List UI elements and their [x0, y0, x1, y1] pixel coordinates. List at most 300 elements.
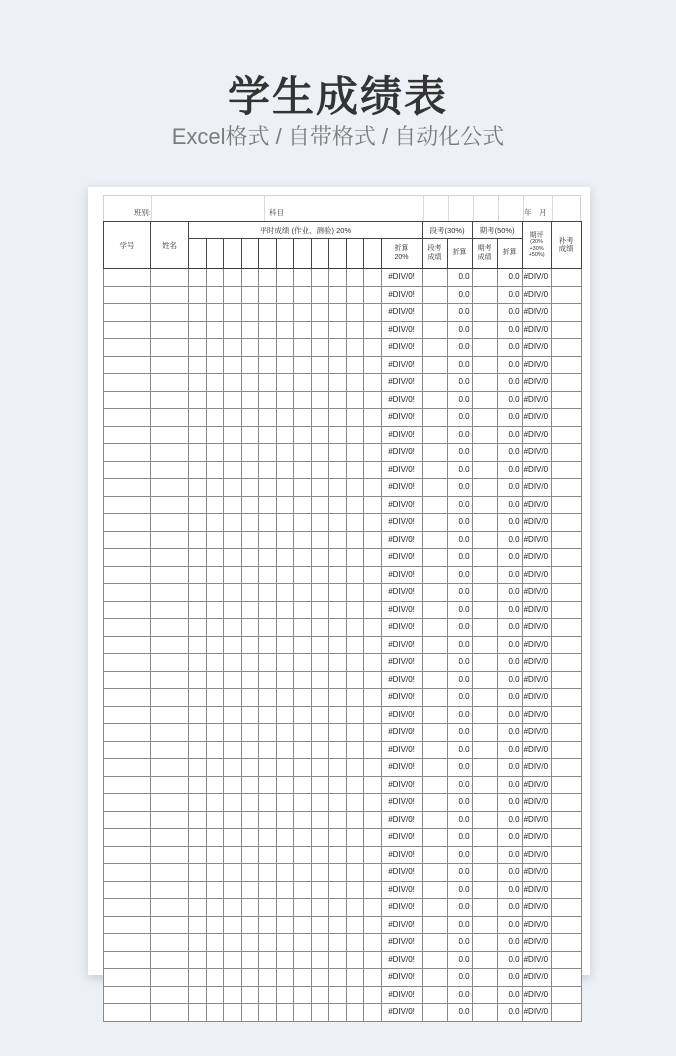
- mid-score-cell: [422, 356, 447, 374]
- term-eval-cell: #DIV/0: [522, 776, 551, 794]
- student-id-cell: [104, 776, 151, 794]
- score-cell: [346, 584, 364, 602]
- score-cell: [346, 619, 364, 637]
- score-cell: [206, 496, 224, 514]
- score-cell: [346, 601, 364, 619]
- name-cell: [151, 531, 189, 549]
- score-cell: [346, 741, 364, 759]
- term-eval-cell: #DIV/0: [522, 304, 551, 322]
- student-id-cell: [104, 356, 151, 374]
- score-cell: [259, 776, 277, 794]
- term-eval-cell: #DIV/0: [522, 549, 551, 567]
- score-cell: [294, 654, 312, 672]
- mid-score-cell: [422, 916, 447, 934]
- score-cell: [294, 479, 312, 497]
- mid-score-cell: [422, 864, 447, 882]
- mid-discount-cell: 0.0: [447, 934, 472, 952]
- score-cell: [224, 584, 242, 602]
- score-cell: [206, 601, 224, 619]
- student-id-cell: [104, 304, 151, 322]
- score-cell: [241, 811, 259, 829]
- grade-row: [104, 479, 582, 497]
- term-eval-title: 期评: [529, 231, 544, 239]
- mid-discount-cell: 0.0: [447, 1004, 472, 1022]
- mid-score-cell: [422, 689, 447, 707]
- mid-score-cell: [422, 269, 447, 287]
- score-cell: [224, 846, 242, 864]
- toprow-gridline: [498, 196, 499, 221]
- discount20-cell: #DIV/0!: [381, 724, 422, 742]
- score-cell: [294, 549, 312, 567]
- score-cell: [206, 531, 224, 549]
- term-eval-note: (20%: [530, 239, 544, 246]
- score-cell: [364, 514, 382, 532]
- name-cell: [151, 794, 189, 812]
- score-cell: [346, 409, 364, 427]
- final-discount-cell: 0.0: [497, 549, 522, 567]
- score-cell: [311, 654, 329, 672]
- grade-row: [104, 724, 582, 742]
- score-cell: [189, 934, 207, 952]
- score-cell: [329, 339, 347, 357]
- name-cell: [151, 934, 189, 952]
- score-cell: [276, 881, 294, 899]
- score-cell: [364, 671, 382, 689]
- score-cell: [294, 531, 312, 549]
- final-score-cell: [472, 969, 497, 987]
- score-cell: [276, 671, 294, 689]
- score-cell: [329, 899, 347, 917]
- score-cell: [311, 794, 329, 812]
- sheet-top-row: [103, 195, 581, 221]
- page-subtitle: Excel格式 / 自带格式 / 自动化公式: [171, 124, 505, 149]
- makeup-cell: [551, 531, 581, 549]
- score-cell: [294, 689, 312, 707]
- score-cell: [329, 864, 347, 882]
- score-cell: [224, 654, 242, 672]
- score-cell: [206, 321, 224, 339]
- score-cell: [189, 479, 207, 497]
- mid-score-cell: [422, 286, 447, 304]
- score-cell: [364, 846, 382, 864]
- grade-row: [104, 426, 582, 444]
- student-id-cell: [104, 584, 151, 602]
- grade-row: [104, 689, 582, 707]
- score-cell: [311, 461, 329, 479]
- final-discount-cell: 0.0: [497, 304, 522, 322]
- score-cell: [241, 426, 259, 444]
- discount20-cell: #DIV/0!: [381, 759, 422, 777]
- discount20-cell: #DIV/0!: [381, 689, 422, 707]
- mid-discount-cell: 0.0: [447, 776, 472, 794]
- mid-score-cell: [422, 654, 447, 672]
- discount20-cell: #DIV/0!: [381, 496, 422, 514]
- mid-discount-cell: 0.0: [447, 986, 472, 1004]
- makeup-cell: [551, 706, 581, 724]
- term-eval-cell: #DIV/0: [522, 584, 551, 602]
- name-cell: [151, 269, 189, 287]
- final-score-cell: [472, 689, 497, 707]
- makeup-cell: [551, 1004, 581, 1022]
- term-eval-cell: #DIV/0: [522, 356, 551, 374]
- score-cell: [224, 636, 242, 654]
- mid-discount-cell: 0.0: [447, 601, 472, 619]
- score-cell: [294, 986, 312, 1004]
- score-cell: [206, 374, 224, 392]
- score-cell: [206, 671, 224, 689]
- term-eval-cell: #DIV/0: [522, 619, 551, 637]
- score-cell: [241, 479, 259, 497]
- score-cell: [259, 724, 277, 742]
- student-id-cell: [104, 881, 151, 899]
- score-cell: [189, 986, 207, 1004]
- name-cell: [151, 356, 189, 374]
- discount20-cell: #DIV/0!: [381, 776, 422, 794]
- final-discount-cell: 0.0: [497, 269, 522, 287]
- student-id-cell: [104, 951, 151, 969]
- score-cell: [241, 794, 259, 812]
- score-cell: [346, 951, 364, 969]
- mid-score-cell: [422, 934, 447, 952]
- discount20-cell: #DIV/0!: [381, 461, 422, 479]
- score-subcolumn: [329, 239, 347, 269]
- makeup-cell: [551, 479, 581, 497]
- score-cell: [294, 706, 312, 724]
- score-cell: [276, 794, 294, 812]
- score-subcolumn: [224, 239, 242, 269]
- score-cell: [224, 829, 242, 847]
- makeup-cell: [551, 759, 581, 777]
- score-cell: [189, 794, 207, 812]
- score-cell: [346, 356, 364, 374]
- score-cell: [311, 584, 329, 602]
- term-eval-cell: #DIV/0: [522, 811, 551, 829]
- score-cell: [259, 444, 277, 462]
- score-cell: [224, 409, 242, 427]
- name-cell: [151, 706, 189, 724]
- score-cell: [224, 619, 242, 637]
- final-discount-cell: 0.0: [497, 706, 522, 724]
- makeup-cell: [551, 654, 581, 672]
- discount20-cell: #DIV/0!: [381, 986, 422, 1004]
- score-cell: [346, 549, 364, 567]
- makeup-cell: [551, 496, 581, 514]
- term-eval-cell: #DIV/0: [522, 671, 551, 689]
- score-cell: [206, 636, 224, 654]
- grade-row: [104, 636, 582, 654]
- term-eval-cell: #DIV/0: [522, 514, 551, 532]
- page-title: 学生成绩表: [227, 73, 448, 120]
- mid-score-cell: [422, 444, 447, 462]
- discount20-cell: #DIV/0!: [381, 741, 422, 759]
- score-cell: [329, 549, 347, 567]
- score-cell: [276, 899, 294, 917]
- score-cell: [364, 934, 382, 952]
- subject-label: 科目: [269, 208, 284, 217]
- term-eval-cell: #DIV/0: [522, 409, 551, 427]
- score-cell: [364, 619, 382, 637]
- score-cell: [311, 409, 329, 427]
- term-eval-cell: #DIV/0: [522, 374, 551, 392]
- name-cell: [151, 811, 189, 829]
- term-eval-cell: #DIV/0: [522, 566, 551, 584]
- term-eval-cell: #DIV/0: [522, 899, 551, 917]
- final-discount-cell: 0.0: [497, 934, 522, 952]
- score-cell: [206, 304, 224, 322]
- score-cell: [311, 951, 329, 969]
- grade-row: [104, 916, 582, 934]
- grade-row: [104, 934, 582, 952]
- final-score-cell: [472, 934, 497, 952]
- mid-score-cell: [422, 619, 447, 637]
- score-cell: [329, 461, 347, 479]
- score-cell: [329, 829, 347, 847]
- score-cell: [189, 304, 207, 322]
- score-cell: [206, 426, 224, 444]
- name-cell: [151, 479, 189, 497]
- score-cell: [364, 321, 382, 339]
- score-cell: [276, 1004, 294, 1022]
- discount20-cell: #DIV/0!: [381, 899, 422, 917]
- score-cell: [241, 566, 259, 584]
- score-cell: [259, 356, 277, 374]
- score-cell: [311, 374, 329, 392]
- score-cell: [276, 654, 294, 672]
- score-cell: [206, 514, 224, 532]
- discount20-cell: #DIV/0!: [381, 916, 422, 934]
- student-id-cell: [104, 444, 151, 462]
- grade-row: [104, 741, 582, 759]
- discount20-cell: #DIV/0!: [381, 356, 422, 374]
- score-cell: [259, 426, 277, 444]
- score-subcolumn: [276, 239, 294, 269]
- mid-score-cell: [422, 899, 447, 917]
- score-cell: [189, 584, 207, 602]
- mid-score-cell: [422, 759, 447, 777]
- score-cell: [224, 391, 242, 409]
- score-cell: [346, 444, 364, 462]
- score-cell: [294, 374, 312, 392]
- score-cell: [224, 724, 242, 742]
- student-id-cell: [104, 724, 151, 742]
- name-cell: [151, 916, 189, 934]
- score-cell: [189, 846, 207, 864]
- grade-row: [104, 391, 582, 409]
- score-cell: [364, 286, 382, 304]
- score-cell: [224, 549, 242, 567]
- name-cell: [151, 426, 189, 444]
- name-cell: [151, 671, 189, 689]
- makeup-cell: [551, 986, 581, 1004]
- grade-row: [104, 829, 582, 847]
- mid-discount-cell: 0.0: [447, 321, 472, 339]
- score-cell: [224, 339, 242, 357]
- final-score-cell: [472, 671, 497, 689]
- score-cell: [294, 391, 312, 409]
- score-cell: [206, 741, 224, 759]
- final-discount-cell: 0.0: [497, 601, 522, 619]
- discount20-cell: #DIV/0!: [381, 706, 422, 724]
- mid-discount-cell: 0.0: [447, 531, 472, 549]
- score-cell: [364, 304, 382, 322]
- mid-score-cell: [422, 461, 447, 479]
- name-cell: [151, 864, 189, 882]
- score-cell: [206, 951, 224, 969]
- mid-discount-cell: 0.0: [447, 794, 472, 812]
- score-cell: [241, 356, 259, 374]
- mid-discount-cell: 0.0: [447, 269, 472, 287]
- term-eval-cell: #DIV/0: [522, 829, 551, 847]
- final-discount-cell: 0.0: [497, 794, 522, 812]
- score-cell: [276, 759, 294, 777]
- score-cell: [346, 566, 364, 584]
- student-id-cell: [104, 549, 151, 567]
- mid-discount-cell: 0.0: [447, 374, 472, 392]
- name-cell: [151, 339, 189, 357]
- col-header-final-score: [472, 239, 497, 269]
- final-score-cell: [472, 741, 497, 759]
- grade-row: [104, 531, 582, 549]
- grade-row: [104, 461, 582, 479]
- grade-row: [104, 269, 582, 287]
- score-cell: [189, 426, 207, 444]
- score-cell: [364, 741, 382, 759]
- score-cell: [224, 304, 242, 322]
- score-cell: [346, 339, 364, 357]
- col-group-usual-scores: 平时成绩 (作业、测验) 20%: [189, 222, 423, 239]
- makeup-cell: [551, 461, 581, 479]
- score-cell: [206, 881, 224, 899]
- discount20-cell: #DIV/0!: [381, 391, 422, 409]
- mid-discount-cell: 0.0: [447, 339, 472, 357]
- score-cell: [241, 374, 259, 392]
- term-eval-cell: #DIV/0: [522, 969, 551, 987]
- score-cell: [189, 531, 207, 549]
- score-cell: [189, 741, 207, 759]
- mid-score-cell: [422, 549, 447, 567]
- score-cell: [224, 286, 242, 304]
- score-cell: [364, 269, 382, 287]
- makeup-label-line1: 补考: [558, 235, 574, 245]
- final-score-cell: [472, 269, 497, 287]
- final-discount-cell: 0.0: [497, 566, 522, 584]
- score-cell: [346, 479, 364, 497]
- makeup-cell: [551, 426, 581, 444]
- name-cell: [151, 829, 189, 847]
- spreadsheet-page: [88, 187, 590, 1016]
- score-cell: [259, 829, 277, 847]
- score-cell: [241, 531, 259, 549]
- term-eval-cell: #DIV/0: [522, 759, 551, 777]
- mid-score-cell: [422, 374, 447, 392]
- score-cell: [276, 741, 294, 759]
- discount20-cell: #DIV/0!: [381, 671, 422, 689]
- score-cell: [311, 636, 329, 654]
- score-cell: [189, 356, 207, 374]
- score-cell: [329, 479, 347, 497]
- score-cell: [189, 339, 207, 357]
- score-subcolumn: [206, 239, 224, 269]
- col-group-mid-exam: 段考(30%): [422, 222, 472, 239]
- term-eval-cell: #DIV/0: [522, 846, 551, 864]
- score-cell: [224, 1004, 242, 1022]
- score-cell: [364, 986, 382, 1004]
- grade-row: [104, 776, 582, 794]
- score-cell: [311, 1004, 329, 1022]
- score-cell: [259, 549, 277, 567]
- score-cell: [294, 846, 312, 864]
- final-score-cell: [472, 339, 497, 357]
- score-subcolumn: [311, 239, 329, 269]
- name-cell: [151, 899, 189, 917]
- score-cell: [364, 811, 382, 829]
- score-cell: [329, 304, 347, 322]
- score-cell: [294, 829, 312, 847]
- term-eval-cell: #DIV/0: [522, 864, 551, 882]
- mid-score-cell: [422, 496, 447, 514]
- score-cell: [259, 531, 277, 549]
- makeup-cell: [551, 724, 581, 742]
- final-discount-cell: 0.0: [497, 461, 522, 479]
- score-cell: [241, 584, 259, 602]
- makeup-cell: [551, 566, 581, 584]
- score-cell: [294, 759, 312, 777]
- score-cell: [311, 269, 329, 287]
- student-id-cell: [104, 986, 151, 1004]
- score-cell: [329, 409, 347, 427]
- score-cell: [189, 759, 207, 777]
- final-discount-cell: 0.0: [497, 741, 522, 759]
- student-id-cell: [104, 759, 151, 777]
- score-cell: [224, 811, 242, 829]
- col-header-makeup: [551, 222, 581, 269]
- final-discount-cell: 0.0: [497, 864, 522, 882]
- score-cell: [259, 304, 277, 322]
- score-cell: [311, 811, 329, 829]
- mid-score-cell: [422, 426, 447, 444]
- score-cell: [241, 969, 259, 987]
- score-cell: [364, 461, 382, 479]
- score-cell: [329, 916, 347, 934]
- score-cell: [259, 584, 277, 602]
- discount20-cell: #DIV/0!: [381, 846, 422, 864]
- student-id-cell: [104, 794, 151, 812]
- toprow-gridline: [552, 196, 553, 221]
- score-cell: [276, 829, 294, 847]
- name-cell: [151, 391, 189, 409]
- student-id-cell: [104, 1004, 151, 1022]
- term-eval-cell: #DIV/0: [522, 479, 551, 497]
- term-eval-cell: #DIV/0: [522, 461, 551, 479]
- score-cell: [329, 374, 347, 392]
- score-cell: [224, 461, 242, 479]
- score-cell: [364, 584, 382, 602]
- mid-discount-cell: 0.0: [447, 496, 472, 514]
- grade-row: [104, 566, 582, 584]
- discount20-cell: #DIV/0!: [381, 951, 422, 969]
- final-score-cell: [472, 916, 497, 934]
- name-cell: [151, 776, 189, 794]
- score-cell: [294, 444, 312, 462]
- score-cell: [346, 864, 364, 882]
- score-cell: [346, 829, 364, 847]
- score-cell: [206, 829, 224, 847]
- mid-discount-cell: 0.0: [447, 829, 472, 847]
- score-subcolumn: [364, 239, 382, 269]
- term-eval-note: +30%: [529, 245, 544, 252]
- score-cell: [189, 811, 207, 829]
- score-cell: [206, 391, 224, 409]
